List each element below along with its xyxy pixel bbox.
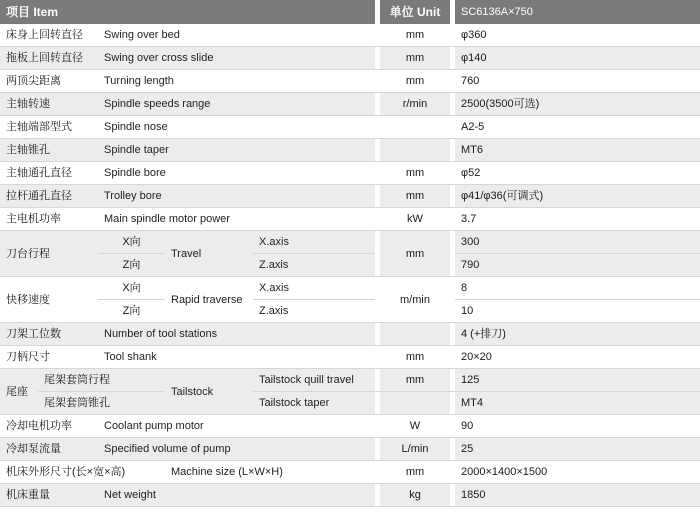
header-item: 项目 Item: [0, 0, 375, 24]
row-label-cn: 主轴端部型式: [0, 116, 98, 139]
row-label-cn: 冷却电机功率: [0, 415, 98, 438]
row-label-cn: 机床重量: [0, 484, 98, 507]
row-sub-label-en: X.axis: [253, 277, 375, 300]
row-label-en: Rapid traverse: [165, 277, 253, 323]
row-label-cn: 刀架工位数: [0, 323, 98, 346]
row-label-en: Swing over cross slide: [98, 47, 375, 70]
row-value: MT6: [455, 139, 700, 162]
table-row: [0, 70, 700, 93]
row-label-cn: 机床外形尺寸(长×宽×高): [0, 461, 165, 484]
row-value: 1850: [455, 484, 700, 507]
row-label-en: Net weight: [98, 484, 375, 507]
row-label-cn: 拖板上回转直径: [0, 47, 98, 70]
row-value: MT4: [455, 392, 700, 415]
table-row: [0, 139, 700, 162]
row-unit: r/min: [380, 93, 450, 116]
row-unit: m/min: [380, 277, 450, 323]
row-label-cn: 主轴转速: [0, 93, 98, 116]
table-row: [0, 208, 700, 231]
table-row: [0, 93, 700, 116]
row-label-cn: 快移速度: [0, 277, 98, 323]
row-unit: [380, 139, 450, 162]
table-row: [0, 346, 700, 369]
table-row: [0, 162, 700, 185]
row-sub-label-cn: X向: [98, 277, 165, 300]
table-row: [0, 277, 700, 300]
table-row: [0, 300, 700, 323]
row-label-cn: 刀台行程: [0, 231, 98, 277]
row-unit: [380, 323, 450, 346]
row-label-cn: 主轴锥孔: [0, 139, 98, 162]
header-unit: 单位 Unit: [380, 0, 450, 24]
row-value: A2-5: [455, 116, 700, 139]
row-unit: mm: [380, 346, 450, 369]
row-sub-label-en: Tailstock quill travel: [253, 369, 375, 392]
row-label-en: Main spindle motor power: [98, 208, 375, 231]
table-row: [0, 185, 700, 208]
row-sub-label-cn: Z向: [98, 254, 165, 277]
row-value: 2500(3500可选): [455, 93, 700, 116]
row-unit: mm: [380, 185, 450, 208]
row-unit: [380, 116, 450, 139]
row-unit: L/min: [380, 438, 450, 461]
row-label-en: Spindle speeds range: [98, 93, 375, 116]
row-value: 8: [455, 277, 700, 300]
row-unit: mm: [380, 162, 450, 185]
row-sub-label-cn: X向: [98, 231, 165, 254]
table-row: [0, 438, 700, 461]
row-unit: mm: [380, 231, 450, 277]
row-label-cn: 主轴通孔直径: [0, 162, 98, 185]
table-row: [0, 47, 700, 70]
row-sub-label-cn: 尾架套筒锥孔: [38, 392, 165, 415]
header-model: SC6136A×750: [455, 0, 700, 24]
row-label-cn: 床身上回转直径: [0, 24, 98, 47]
row-value: 3.7: [455, 208, 700, 231]
row-label-en: Spindle bore: [98, 162, 375, 185]
row-label-en: Spindle nose: [98, 116, 375, 139]
row-label-en: Spindle taper: [98, 139, 375, 162]
row-unit: mm: [380, 70, 450, 93]
row-value: 300: [455, 231, 700, 254]
row-unit: [380, 392, 450, 415]
row-label-en: Specified volume of pump: [98, 438, 375, 461]
header-row: [0, 0, 700, 24]
row-value: 20×20: [455, 346, 700, 369]
row-label-cn: 冷却泵流量: [0, 438, 98, 461]
row-value: 90: [455, 415, 700, 438]
row-label-en: Coolant pump motor: [98, 415, 375, 438]
row-value: 790: [455, 254, 700, 277]
row-label-en: Turning length: [98, 70, 375, 93]
row-unit: kg: [380, 484, 450, 507]
row-value: φ140: [455, 47, 700, 70]
row-label-cn: 两顶尖距离: [0, 70, 98, 93]
row-value: φ360: [455, 24, 700, 47]
table-row: [0, 254, 700, 277]
row-unit: mm: [380, 47, 450, 70]
row-sub-label-cn: 尾架套筒行程: [38, 369, 165, 392]
row-value: 125: [455, 369, 700, 392]
row-value: 2000×1400×1500: [455, 461, 700, 484]
row-value: 10: [455, 300, 700, 323]
row-label-en: Tailstock: [165, 369, 253, 415]
row-sub-label-en: Z.axis: [253, 254, 375, 277]
row-label-en: Machine size (L×W×H): [165, 461, 375, 484]
row-unit: mm: [380, 24, 450, 47]
row-label-en: Number of tool stations: [98, 323, 375, 346]
row-label-cn: 主电机功率: [0, 208, 98, 231]
row-label-en: Tool shank: [98, 346, 375, 369]
row-label-en: Travel: [165, 231, 253, 277]
row-label-cn: 尾座: [0, 369, 38, 415]
row-label-en: Swing over bed: [98, 24, 375, 47]
table-row: [0, 392, 700, 415]
table-row: [0, 369, 700, 392]
row-sub-label-en: Z.axis: [253, 300, 375, 323]
row-label-cn: 拉杆通孔直径: [0, 185, 98, 208]
row-value: φ52: [455, 162, 700, 185]
table-row: [0, 116, 700, 139]
table-row: [0, 484, 700, 507]
table-row: [0, 415, 700, 438]
table-row: [0, 323, 700, 346]
row-sub-label-en: X.axis: [253, 231, 375, 254]
row-unit: kW: [380, 208, 450, 231]
row-value: φ41/φ36(可调式): [455, 185, 700, 208]
row-label-en: Trolley bore: [98, 185, 375, 208]
row-value: 4 (+排刀): [455, 323, 700, 346]
table-row: [0, 24, 700, 47]
row-sub-label-cn: Z向: [98, 300, 165, 323]
row-value: 760: [455, 70, 700, 93]
row-unit: mm: [380, 461, 450, 484]
row-unit: W: [380, 415, 450, 438]
row-unit: mm: [380, 369, 450, 392]
row-label-cn: 刀柄尺寸: [0, 346, 98, 369]
table-row: [0, 231, 700, 254]
row-value: 25: [455, 438, 700, 461]
row-sub-label-en: Tailstock taper: [253, 392, 375, 415]
table-row: [0, 461, 700, 484]
